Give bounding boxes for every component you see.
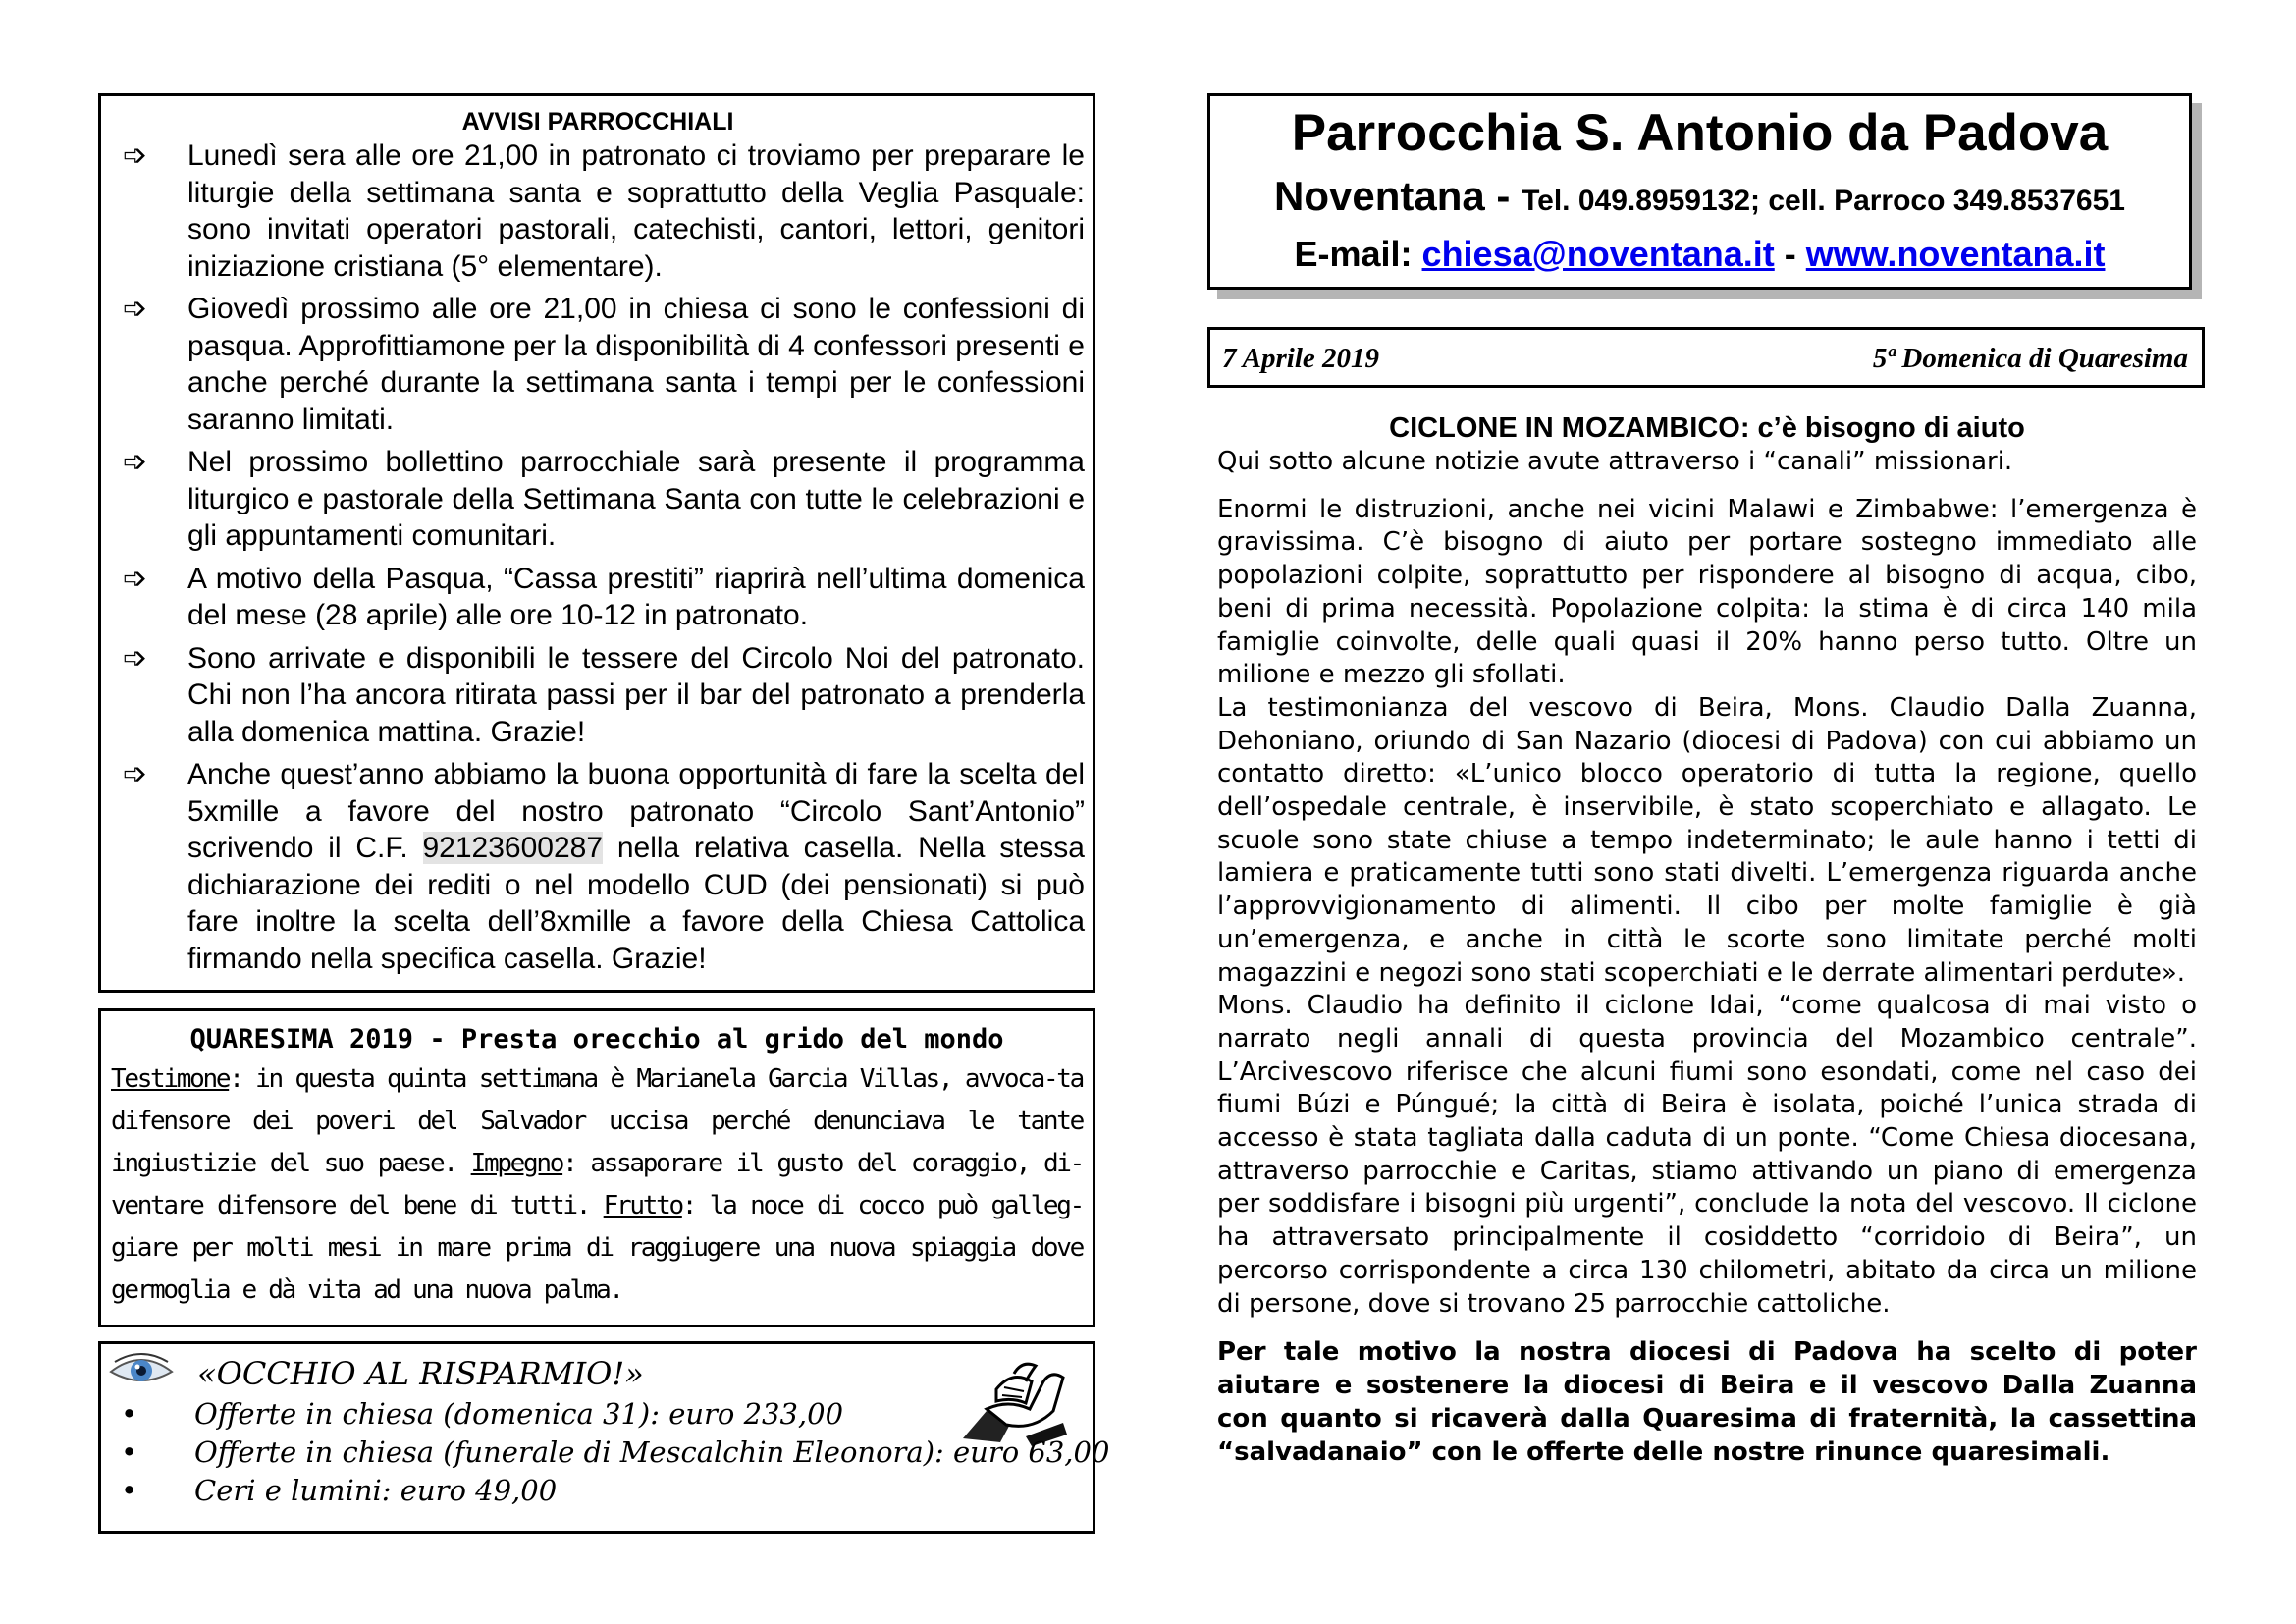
impegno-text: : assaporare il gusto del coraggio, di-ventare difensore del bene di tutti. [111,1149,1084,1220]
risparmio-item-text: Offerte in chiesa (domenica 31): euro 233,00 [194,1397,844,1431]
tax-code: 92123600287 [422,832,604,864]
liturgical-sunday: 5ª Domenica di Quaresima [1872,343,2188,374]
phone-numbers: Tel. 049.8959132; cell. Parroco 349.8537651 [1522,185,2125,217]
email-link[interactable]: chiesa@noventana.it [1421,234,1775,274]
avvisi-box [98,93,1095,993]
article-intro: Qui sotto alcune notizie avute attraverso i “canali” missionari. [1217,447,2013,476]
risparmio-item [111,1395,1083,1434]
email-line [1210,231,2189,278]
avvisi-item-text: A motivo della Pasqua, “Cassa prestiti” riaprirà nell’ultima domenica del mese (28 aprile) alle ore 10-12 in patronato. [187,562,1085,631]
avvisi-item [111,561,1085,634]
impegno-label: Impegno [470,1149,563,1178]
avvisi-item [111,444,1085,555]
article-paragraph: Mons. Claudio ha definito il ciclone Idai, “come qualcosa di mai visto o narrato negli annali di questa provincia del Mozambico centrale”. L’Arcivescovo riferisce che alcuni fiumi sono esondati, come nel caso dei fiumi Búzi e Púngué; la città di Beira è isolata, poiché l’unica strada di accesso è stata tagliata dalla caduta di un ponte. “Come Chiesa diocesana, attraverso parrocchie e Caritas, stiamo attivando un piano di emergenza per soddisfare i bisogni più urgenti”, conclude la nota del vescovo. Il ciclone ha attraversato principalmente il cosiddetto “corridoio di Beira”, un percorso corrispondente a circa 130 chilometri, abitato da circa un milione di persone, dove si trovano 25 parrocchie cattoliche. [1217,991,2197,1319]
avvisi-item-text: Anche quest’anno abbiamo la buona opportunità di fare la scelta del 5xmille a favore del nostro patronato “Circolo Sant’Antonio” scrivendo il C.F. [187,758,1085,864]
avvisi-item-text: Sono arrivate e disponibili le tessere del Circolo Noi del patronato. Chi non l’ha ancora ritirata passi per il bar del patronato a prenderla alla domenica mattina. Grazie! [187,641,1085,748]
frutto-text: : la noce di cocco può galleg-giare per molti mesi in mare prima di raggiugere una nuova spiaggia dove germoglia e dà vita ad una nuova palma. [111,1191,1083,1305]
frutto-label: Frutto [603,1191,682,1220]
hollow-arrow-right-icon: ➩ [123,641,148,675]
testimone-text: : in questa quinta settimana è Marianela Garcia Villas, avvoca-ta difensore dei poveri del Salvador uccisa perché denunciava le tante ingiustizie del suo paese. [111,1064,1083,1178]
parish-name: Parrocchia S. Antonio da Padova [1291,104,2109,162]
risparmio-item [111,1434,1110,1472]
quaresima-box [98,1008,1095,1327]
hollow-arrow-right-icon: ➩ [123,293,148,325]
avvisi-item [111,291,1085,438]
risparmio-list [111,1395,1110,1510]
avvisi-item [111,756,1085,977]
website-link[interactable]: www.noventana.it [1805,234,2106,274]
avvisi-list [111,137,1085,977]
email-label: E-mail: [1294,234,1422,274]
avvisi-item [111,137,1085,285]
article-paragraph: La testimonianza del vescovo di Beira, Mons. Claudio Dalla Zuanna, Dehoniano, oriundo di San Nazario (diocesi di Padova) con cui abbiamo un contatto diretto: «L’unico blocco operatorio di tutta la regione, quello dell’ospedale centrale, è inservibile, è stato scoperchiato e allagato. Le scuole sono state chiuse a tempo indeterminato; le aule hanno i tetti di lamiera e praticamente tutti sono stati divelti. L’emergenza riguarda anche l’approvvigionamento di alimenti. Il cibo per molte famiglie è già un’emergenza, e anche in città le scorte sono limitate perché molti magazzini e negozi sono stati scoperchiati e le derrate alimentari perdute». [1217,692,2197,988]
avvisi-item [111,640,1085,751]
article-paragraph: Enormi le distruzioni, anche nei vicini Malawi e Zimbabwe: l’emergenza è gravissima. C’è bisogno di aiuto per portare sostegno immediato alle popolazioni colpite, soprattutto per rispondere al bisogno di acqua, cibo, beni di prima necessità. Popolazione colpita: la stima è di circa 140 mila famiglie coinvolte, delle quali quasi il 20% hanno perso tutto. Oltre un milione e mezzo gli sfollati. [1217,494,2197,690]
risparmio-box [98,1341,1110,1534]
risparmio-item [111,1472,1083,1510]
separator: - [1774,234,1806,274]
bullet-icon: • [121,1435,138,1469]
avvisi-title: AVVISI PARROCCHIALI [461,108,734,135]
dateline [1207,327,2205,388]
hollow-arrow-right-icon: ➩ [123,562,148,595]
article [1217,410,2197,1469]
parish-header [1207,93,2192,290]
avvisi-item-text: Giovedì prossimo alle ore 21,00 in chiesa ci sono le confessioni di pasqua. Approfittiamone per la disponibilità di 4 confessori presenti e anche perché durante la settimana santa i tempi per le confessioni saranno limitati. [187,293,1085,436]
testimone-label: Testimone [111,1064,230,1094]
quaresima-text [111,1058,1083,1312]
contact-line [1210,167,2189,231]
bullet-icon: • [121,1397,138,1431]
risparmio-item-text: Offerte in chiesa (funerale di Mescalchin Eleonora): euro 63,00 [194,1435,1110,1469]
hollow-arrow-right-icon: ➩ [123,139,148,172]
town-name: Noventana - [1274,173,1522,219]
bullet-icon: • [121,1474,138,1507]
hollow-arrow-right-icon: ➩ [123,446,148,478]
issue-date: 7 Aprile 2019 [1222,343,1380,374]
article-conclusion: Per tale motivo la nostra diocesi di Padova ha scelto di poter aiutare e sostenere la diocesi di Beira e il vescovo Dalla Zuanna con quanto si ricaverà dalla Quaresima di fraternità, la cassettina “salvadanaio” con le offerte delle nostre rinunce quaresimali. [1217,1337,2197,1468]
avvisi-item-text: Lunedì sera alle ore 21,00 in patronato ci troviamo per preparare le liturgie della settimana santa e soprattutto della Veglia Pasquale: sono invitati operatori pastorali, catechisti, cantori, lettori, genitori iniziazione cristiana (5° elementare). [187,139,1085,283]
risparmio-title: «OCCHIO AL RISPARMIO!» [197,1355,644,1392]
quaresima-title: QUARESIMA 2019 - Presta orecchio al grido del mondo [189,1024,1004,1055]
avvisi-item-text: nella relativa casella. Nella stessa dichiarazione dei rediti o nel modello CUD (dei pensionati) si può fare inoltre la scelta dell’8xmille a favore della Chiesa Cattolica firmando nella specifica casella. Grazie! [187,832,1085,975]
risparmio-item-text: Ceri e lumini: euro 49,00 [194,1474,558,1507]
avvisi-item-text: Nel prossimo bollettino parrocchiale sarà presente il programma liturgico e pastorale della Settimana Santa con tutte le celebrazioni e gli appuntamenti comunitari. [187,446,1085,552]
article-title: CICLONE IN MOZAMBICO: c’è bisogno di aiuto [1389,412,2025,444]
hollow-arrow-right-icon: ➩ [123,758,148,790]
